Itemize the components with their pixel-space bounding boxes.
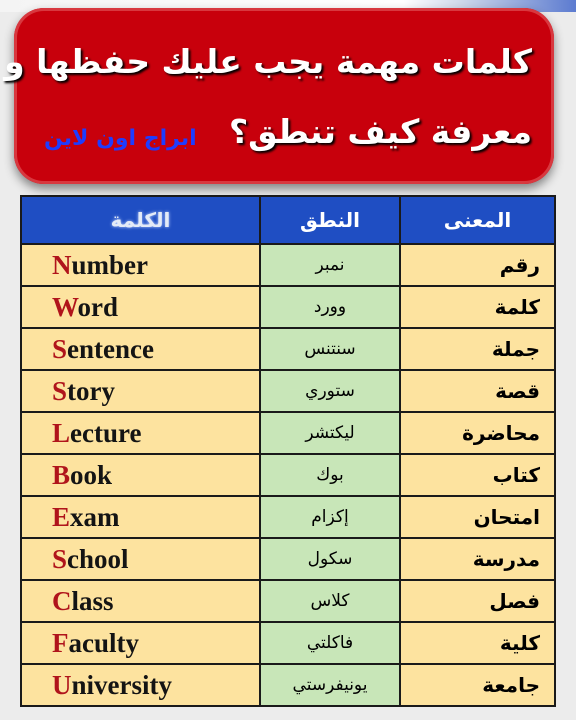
english-word bbox=[21, 286, 260, 328]
table-row bbox=[21, 370, 555, 412]
table-row bbox=[21, 286, 555, 328]
word-rest: niversity bbox=[71, 669, 172, 700]
english-word bbox=[21, 496, 260, 538]
header-word: الكلمة bbox=[21, 196, 260, 244]
table-row bbox=[21, 664, 555, 706]
word-initial-letter: N bbox=[52, 249, 72, 280]
pronunciation-cell: ليكتشر bbox=[260, 412, 400, 454]
meaning-cell: محاضرة bbox=[400, 412, 555, 454]
word-rest: tory bbox=[67, 375, 116, 406]
table-header-row bbox=[21, 196, 555, 244]
word-initial-letter: E bbox=[52, 501, 71, 532]
word-rest: chool bbox=[67, 543, 129, 574]
english-word bbox=[21, 664, 260, 706]
table-body bbox=[21, 244, 555, 706]
pronunciation-cell: نمبر bbox=[260, 244, 400, 286]
banner-credit: ابراج اون لاين bbox=[44, 126, 197, 151]
pronunciation-cell: يونيفرستي bbox=[260, 664, 400, 706]
meaning-cell: جامعة bbox=[400, 664, 555, 706]
table-row bbox=[21, 412, 555, 454]
vocabulary-table bbox=[20, 195, 556, 707]
header-meaning: المعنى bbox=[400, 196, 555, 244]
meaning-cell: رقم bbox=[400, 244, 555, 286]
meaning-cell: كلمة bbox=[400, 286, 555, 328]
pronunciation-cell: بوك bbox=[260, 454, 400, 496]
meaning-cell: قصة bbox=[400, 370, 555, 412]
pronunciation-cell: فاكلتي bbox=[260, 622, 400, 664]
word-rest: lass bbox=[71, 585, 114, 616]
word-initial-letter: S bbox=[52, 333, 68, 364]
meaning-cell: امتحان bbox=[400, 496, 555, 538]
title-banner bbox=[4, 8, 554, 184]
banner-title-line1: كلمات مهمة يجب عليك حفظها و bbox=[4, 42, 532, 81]
english-word bbox=[21, 328, 260, 370]
word-initial-letter: F bbox=[52, 627, 69, 658]
english-word bbox=[21, 244, 260, 286]
table-row bbox=[21, 454, 555, 496]
pronunciation-cell: سكول bbox=[260, 538, 400, 580]
word-rest: ord bbox=[77, 291, 119, 322]
english-word bbox=[21, 454, 260, 496]
pronunciation-cell: ستوري bbox=[260, 370, 400, 412]
word-initial-letter: S bbox=[52, 543, 68, 574]
word-initial-letter: L bbox=[52, 417, 71, 448]
english-word bbox=[21, 580, 260, 622]
table-row bbox=[21, 580, 555, 622]
meaning-cell: مدرسة bbox=[400, 538, 555, 580]
pronunciation-cell: وورد bbox=[260, 286, 400, 328]
word-initial-letter: S bbox=[52, 375, 68, 406]
table-row bbox=[21, 328, 555, 370]
word-initial-letter: B bbox=[52, 459, 71, 490]
word-initial-letter: C bbox=[52, 585, 72, 616]
word-rest: aculty bbox=[68, 627, 139, 658]
pronunciation-cell: سنتنس bbox=[260, 328, 400, 370]
table-row bbox=[21, 538, 555, 580]
table-row bbox=[21, 244, 555, 286]
english-word bbox=[21, 412, 260, 454]
english-word bbox=[21, 370, 260, 412]
word-rest: entence bbox=[67, 333, 154, 364]
word-initial-letter: U bbox=[52, 669, 72, 700]
table-row bbox=[21, 622, 555, 664]
table-row bbox=[21, 496, 555, 538]
pronunciation-cell: إكزام bbox=[260, 496, 400, 538]
meaning-cell: جملة bbox=[400, 328, 555, 370]
meaning-cell: كلية bbox=[400, 622, 555, 664]
word-initial-letter: W bbox=[52, 291, 78, 322]
english-word bbox=[21, 622, 260, 664]
word-rest: ook bbox=[70, 459, 113, 490]
word-rest: ecture bbox=[70, 417, 142, 448]
english-word bbox=[21, 538, 260, 580]
word-rest: xam bbox=[70, 501, 120, 532]
meaning-cell: كتاب bbox=[400, 454, 555, 496]
banner-title-line2: معرفة كيف تنطق؟ bbox=[228, 112, 532, 151]
header-pronunciation: النطق bbox=[260, 196, 400, 244]
meaning-cell: فصل bbox=[400, 580, 555, 622]
word-rest: umber bbox=[71, 249, 148, 280]
pronunciation-cell: كلاس bbox=[260, 580, 400, 622]
